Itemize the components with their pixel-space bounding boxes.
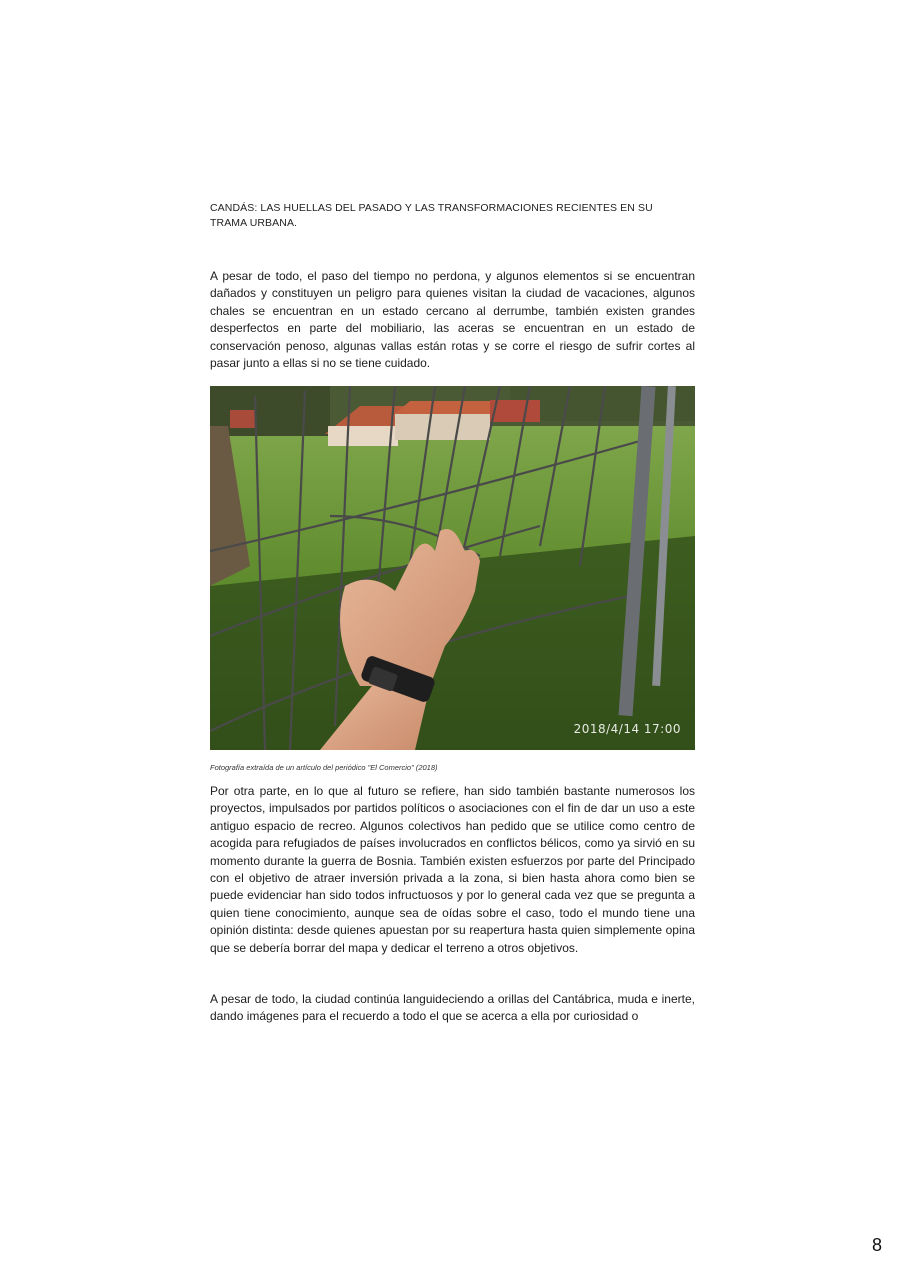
body-paragraph-1: A pesar de todo, el paso del tiempo no perdona, y algunos elementos si se encuentran dañados y constituyen un peligro para quienes visitan la ciudad de vacaciones, algunos chales se encuentran en un estado cercano al derrumbe, también existen grandes desperfectos en parte del mobiliario, las aceras se encuentran en un estado de conservación penoso, algunas vallas están rotas y se corre el riesgo de sufrir cortes al pasar junto a ellas si no se tiene cuidado. <box>210 269 695 371</box>
photo-timestamp: 2018/4/14 17:00 <box>573 722 681 736</box>
running-header: CANDÁS: LAS HUELLAS DEL PASADO Y LAS TRANSFORMACIONES RECIENTES EN SU TRAMA URBANA. <box>210 202 653 229</box>
body-paragraph-2: Por otra parte, en lo que al futuro se refiere, han sido también bastante numerosos los proyectos, impulsados por partidos políticos o asociaciones con el fin de dar un uso a este antiguo espacio de recreo. Algunos colectivos han pedido que se utilice como centro de acogida para refugiados de países involucrados en conflictos bélicos, como ya sirvió en su momento durante la guerra de Bosnia. También existen esfuerzos por parte del Principado con el objetivo de atraer inversión privada a la zona, si bien hasta ahora como bien se puede evidenciar han sido todos infructuosos y por lo general cada vez que se pregunta a quien tiene conocimiento, aunque sea de oídas sobre el caso, todo el mundo tiene una opinión distinta: desde quienes apuestan por su reapertura hasta quien simplemente opina que se debería borrar del mapa y dedicar el terreno a otros objetivos. <box>210 784 695 955</box>
page-number: 8 <box>871 1235 882 1255</box>
photo-caption: Fotografía extraída de un artículo del periódico "El Comercio" (2018) <box>210 763 438 772</box>
body-paragraph-3: A pesar de todo, la ciudad continúa languideciendo a orillas del Cantábrica, muda e inerte, dando imágenes para el recuerdo a todo el que se acerca a ella por curiosidad o <box>210 992 695 1024</box>
photo-broken-fence <box>210 386 695 750</box>
